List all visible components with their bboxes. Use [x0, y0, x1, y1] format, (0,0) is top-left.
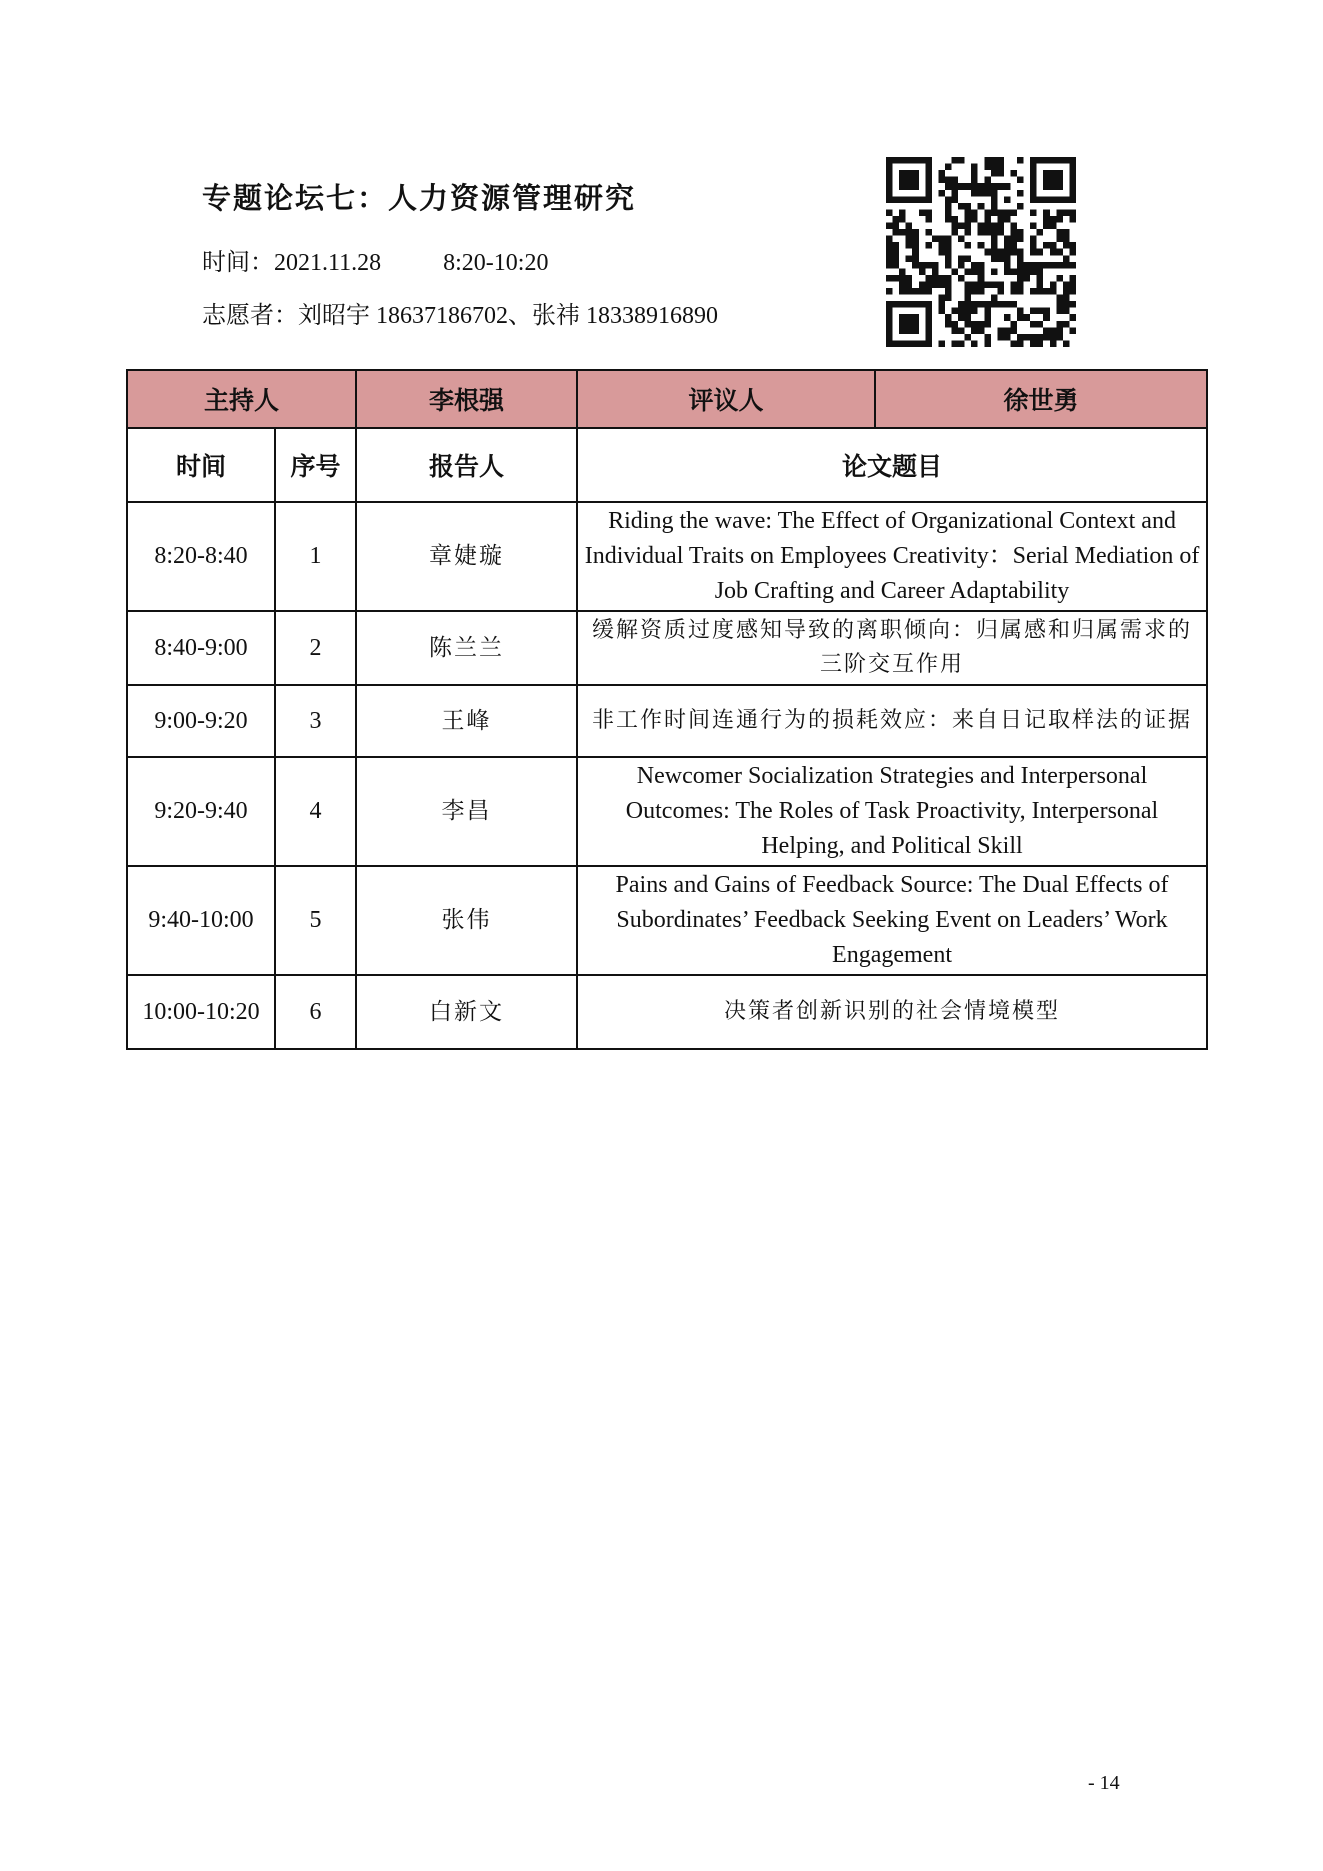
col-time-header: 时间	[127, 428, 275, 502]
host-label: 主持人	[127, 370, 356, 428]
row-seq: 4	[275, 757, 356, 866]
col-presenter-header: 报告人	[356, 428, 577, 502]
row-seq: 6	[275, 975, 356, 1049]
reviewer-name: 徐世勇	[875, 370, 1207, 428]
row-time: 8:40-9:00	[127, 611, 275, 685]
table-row	[127, 975, 1207, 1049]
row-seq: 5	[275, 866, 356, 975]
col-paper-header: 论文题目	[577, 428, 1207, 502]
row-paper: Newcomer Socialization Strategies and Interpersonal Outcomes: The Roles of Task Proactivity, Interpersonal Helping, and Political Skill	[577, 757, 1207, 866]
row-time: 9:20-9:40	[127, 757, 275, 866]
table-row	[127, 685, 1207, 757]
row-presenter: 张伟	[356, 866, 577, 975]
host-row	[127, 370, 1207, 428]
forum-time-range: 8:20-10:20	[443, 250, 549, 276]
reviewer-label: 评议人	[577, 370, 875, 428]
row-presenter: 白新文	[356, 975, 577, 1049]
forum-title: 专题论坛七：人力资源管理研究	[202, 181, 637, 215]
row-time: 10:00-10:20	[127, 975, 275, 1049]
row-time: 8:20-8:40	[127, 502, 275, 611]
row-paper: Riding the wave: The Effect of Organizational Context and Individual Traits on Employees Creativity：Serial Mediation of Job Crafting and Career Adaptability	[577, 502, 1207, 611]
row-presenter: 王峰	[356, 685, 577, 757]
header-row	[127, 428, 1207, 502]
row-seq: 3	[275, 685, 356, 757]
forum-date: 时间：2021.11.28	[202, 250, 382, 276]
row-paper: Pains and Gains of Feedback Source: The Dual Effects of Subordinates’ Feedback Seeking Event on Leaders’ Work Engagement	[577, 866, 1207, 975]
row-seq: 1	[275, 502, 356, 611]
row-paper: 决策者创新识别的社会情境模型	[577, 975, 1207, 1049]
row-time: 9:00-9:20	[127, 685, 275, 757]
forum-time	[202, 242, 548, 277]
host-name: 李根强	[356, 370, 577, 428]
table-row	[127, 866, 1207, 975]
col-seq-header: 序号	[275, 428, 356, 502]
table-row	[127, 502, 1207, 611]
row-presenter: 章婕璇	[356, 502, 577, 611]
row-seq: 2	[275, 611, 356, 685]
row-paper: 非工作时间连通行为的损耗效应：来自日记取样法的证据	[577, 685, 1207, 757]
qr-code-icon	[886, 157, 1076, 347]
row-time: 9:40-10:00	[127, 866, 275, 975]
row-paper: 缓解资质过度感知导致的离职倾向：归属感和归属需求的三阶交互作用	[577, 611, 1207, 685]
row-presenter: 李昌	[356, 757, 577, 866]
forum-volunteers: 志愿者：刘昭宇 18637186702、张祎 18338916890	[202, 303, 718, 329]
schedule-table	[126, 369, 1208, 1050]
table-row	[127, 611, 1207, 685]
row-presenter: 陈兰兰	[356, 611, 577, 685]
table-row	[127, 757, 1207, 866]
page-number: - 14	[1088, 1772, 1120, 1794]
